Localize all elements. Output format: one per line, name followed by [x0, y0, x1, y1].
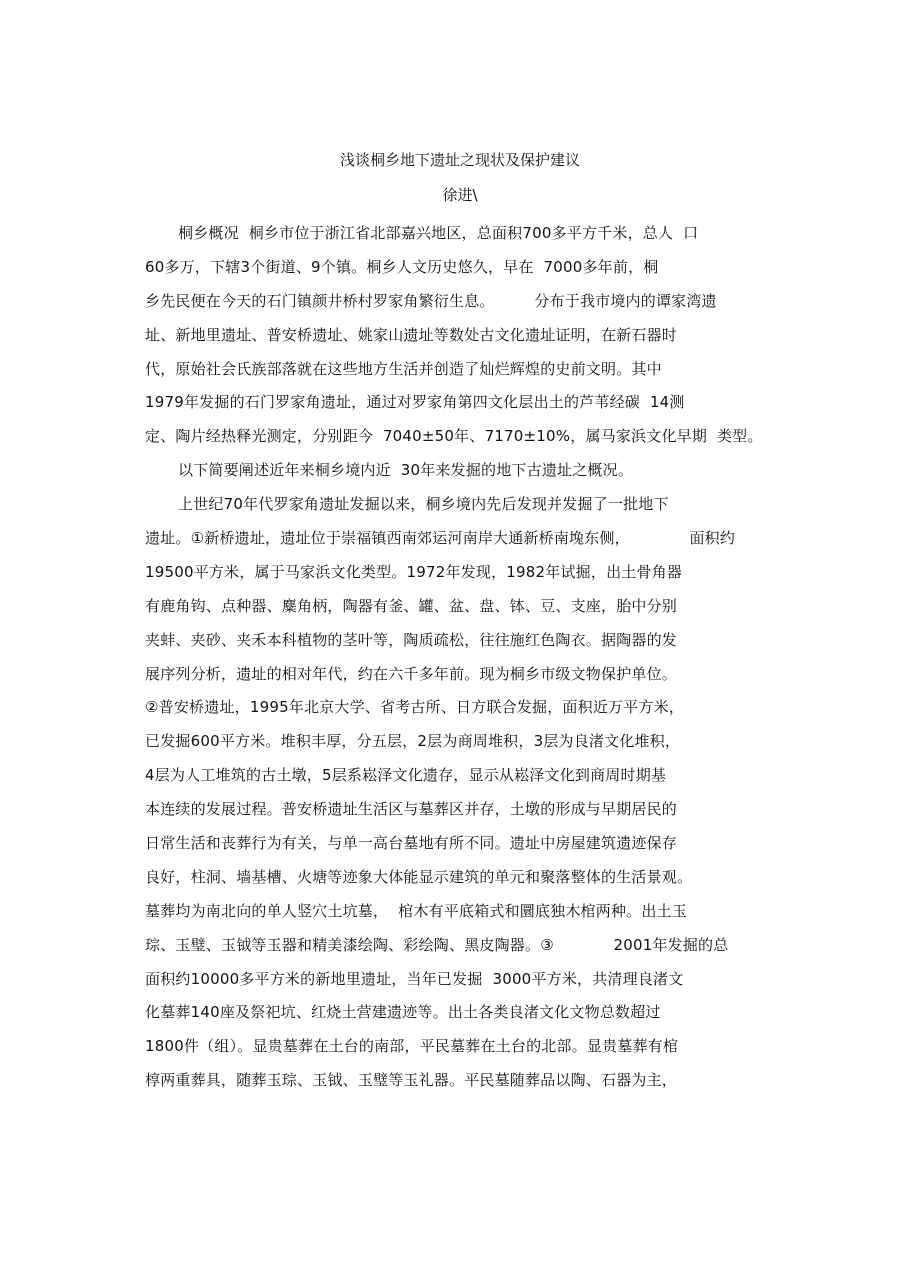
document-title: 浅谈桐乡地下遗址之现状及保护建议: [339, 151, 580, 169]
body-line: 展序列分析，遗址的相对年代，约在六千多年前。现为桐乡市级文物保护单位。: [145, 664, 678, 683]
body-line: 上世纪70年代罗家角遗址发掘以来，桐乡境内先后发现并发掘了一批地下: [178, 495, 669, 514]
body-line: 址、新地里遗址、普安桥遗址、姚家山遗址等数处古文化遗址证明，在新石器时: [145, 325, 678, 344]
document-body: [145, 222, 785, 1103]
body-line: 日常生活和丧葬行为有关，与单一高台墓地有所不同。遗址中房屋建筑遗迹保存: [145, 834, 678, 853]
body-line: ②普安桥遗址，1995年北京大学、省考古所、日方联合发掘，面积近万平方米，: [145, 698, 685, 717]
body-line: 良好，柱洞、墙基槽、火塘等迹象大体能显示建筑的单元和聚落整体的生活景观。: [145, 867, 693, 886]
body-line: 乡先民便在今天的石门镇颜井桥村罗家角繁衍生息。 分布于我市境内的谭家湾遗: [145, 291, 717, 310]
body-line: 本连续的发展过程。普安桥遗址生活区与墓葬区并存，土墩的形成与早期居民的: [145, 800, 678, 819]
body-line: 4层为人工堆筑的古土墩，5层系崧泽文化遗存，显示从崧泽文化到商周时期基: [145, 766, 667, 785]
body-line: 化墓葬140座及祭祀坑、红烧土营建遗迹等。出土各类良渚文化文物总数超过: [145, 1003, 661, 1022]
body-line: 遗址。①新桥遗址，遗址位于崇福镇西南郊运河南岸大通新桥南堍东侧， 面积约: [145, 529, 736, 548]
body-line: 桐乡概况 桐乡市位于浙江省北部嘉兴地区，总面积700多平方千米，总人 口: [178, 224, 699, 242]
body-line: 60多万，下辖3个街道、9个镇。桐乡人文历史悠久，早在 7000多年前，桐: [145, 257, 659, 276]
document-author: 徐进\: [442, 186, 478, 204]
body-line: 夹蚌、夹砂、夹禾本科植物的茎叶等，陶质疏松，往往施红色陶衣。据陶器的发: [145, 630, 678, 649]
body-line: 已发掘600平方米。堆积丰厚，分五层，2层为商周堆积，3层为良渚文化堆积，: [145, 732, 681, 751]
body-line: 面积约10000多平方米的新地里遗址，当年已发掘 3000平方米，共清理良渚文: [145, 969, 684, 988]
body-line: 1800件（组）。显贵墓葬在土台的南部，平民墓葬在土台的北部。显贵墓葬有棺: [145, 1037, 679, 1056]
body-line: 以下简要阐述近年来桐乡境内近 30年来发掘的地下古遗址之概况。: [178, 461, 634, 480]
body-line: 椁两重葬具，随葬玉琮、玉钺、玉璧等玉礼器。平民墓随葬品以陶、石器为主，: [145, 1071, 678, 1090]
body-line: 墓葬均为南北向的单人竖穴土坑墓， 棺木有平底箱式和圜底独木棺两种。出土玉: [145, 901, 687, 920]
body-line: 19500平方米，属于马家浜文化类型。1972年发现，1982年试掘，出土骨角器: [145, 562, 683, 581]
body-line: 1979年发掘的石门罗家角遗址，通过对罗家角第四文化层出土的芦苇经碳 14测: [145, 393, 685, 412]
body-line: 琮、玉璧、玉钺等玉器和精美漆绘陶、彩绘陶、黑皮陶器。③ 2001年发掘的总: [145, 935, 729, 954]
body-line: 代，原始社会氏族部落就在这些地方生活并创造了灿烂辉煌的史前文明。其中: [145, 359, 662, 378]
body-line: 有鹿角钩、点种器、麋角柄，陶器有釜、罐、盆、盘、钵、豆、支座，胎中分别: [145, 596, 678, 615]
body-line: 定、陶片经热释光测定，分别距今 7040±50年、7170±10%，属马家浜文化早期 类型。: [145, 427, 763, 446]
